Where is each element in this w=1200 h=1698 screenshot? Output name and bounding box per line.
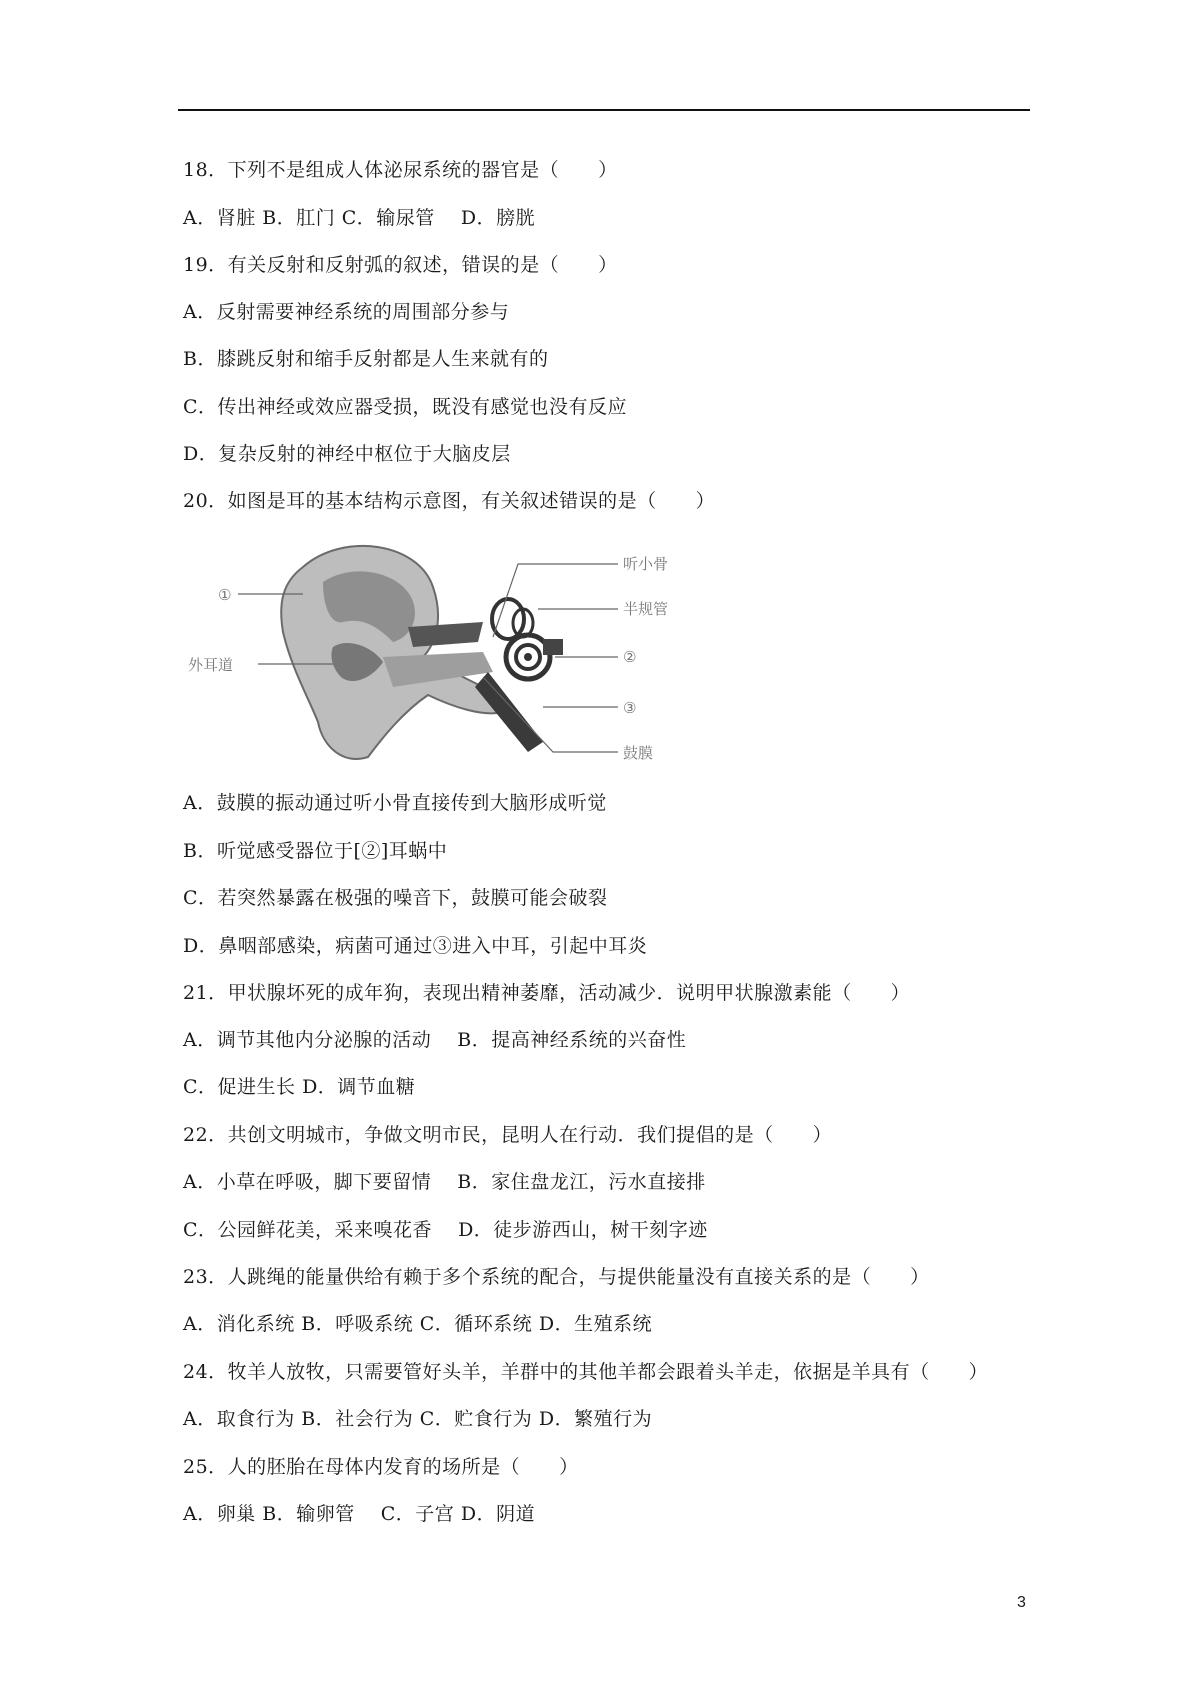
question-19-stem: 19．有关反射和反射弧的叙述，错误的是（ ） bbox=[183, 254, 618, 276]
question-21-options-ab: A．调节其他内分泌腺的活动 B．提高神经系统的兴奋性 bbox=[183, 1029, 687, 1051]
label-circle-2: ② bbox=[623, 648, 637, 666]
question-19-option-d: D．复杂反射的神经中枢位于大脑皮层 bbox=[183, 443, 511, 465]
question-18-stem: 18．下列不是组成人体泌尿系统的器官是（ ） bbox=[183, 159, 618, 181]
label-circle-3: ③ bbox=[623, 699, 637, 717]
question-20-stem: 20．如图是耳的基本结构示意图，有关叙述错误的是（ ） bbox=[183, 490, 716, 512]
question-20-option-c: C．若突然暴露在极强的噪音下，鼓膜可能会破裂 bbox=[183, 887, 608, 909]
question-19-option-b: B．膝跳反射和缩手反射都是人生来就有的 bbox=[183, 348, 549, 370]
label-circle-1: ① bbox=[218, 586, 232, 604]
question-20-option-d: D．鼻咽部感染，病菌可通过③进入中耳，引起中耳炎 bbox=[183, 935, 648, 957]
question-25-options: A．卵巢 B．输卵管 C．子宫 D．阴道 bbox=[183, 1503, 536, 1525]
question-20-option-b: B．听觉感受器位于[②]耳蜗中 bbox=[183, 840, 448, 862]
question-24-options: A．取食行为 B．社会行为 C．贮食行为 D．繁殖行为 bbox=[183, 1408, 653, 1430]
question-19-option-a: A．反射需要神经系统的周围部分参与 bbox=[183, 301, 510, 323]
label-eardrum: 鼓膜 bbox=[623, 744, 654, 762]
question-24-stem: 24．牧羊人放牧，只需要管好头羊，羊群中的其他羊都会跟着头羊走，依据是羊具有（ ） bbox=[183, 1361, 989, 1383]
question-21-options-cd: C．促进生长 D．调节血糖 bbox=[183, 1076, 416, 1098]
label-semicircular-canals: 半规管 bbox=[623, 600, 669, 618]
label-ossicles: 听小骨 bbox=[623, 555, 669, 573]
question-23-options: A．消化系统 B．呼吸系统 C．循环系统 D．生殖系统 bbox=[183, 1313, 653, 1335]
question-21-stem: 21．甲状腺坏死的成年狗，表现出精神萎靡，活动减少．说明甲状腺激素能（ ） bbox=[183, 982, 911, 1004]
question-22-stem: 22．共创文明城市，争做文明市民，昆明人在行动．我们提倡的是（ ） bbox=[183, 1124, 833, 1146]
question-18-options: A．肾脏 B．肛门 C．输尿管 D．膀胱 bbox=[183, 207, 536, 229]
question-25-stem: 25．人的胚胎在母体内发育的场所是（ ） bbox=[183, 1456, 579, 1478]
page-number: 3 bbox=[1017, 1594, 1026, 1611]
question-19-option-c: C．传出神经或效应器受损，既没有感觉也没有反应 bbox=[183, 396, 628, 418]
question-22-options-ab: A．小草在呼吸，脚下要留情 B．家住盘龙江，污水直接排 bbox=[183, 1171, 706, 1193]
header-rule bbox=[178, 109, 1030, 111]
label-outer-ear-canal: 外耳道 bbox=[188, 656, 234, 674]
question-22-options-cd: C．公园鲜花美，采来嗅花香 D．徒步游西山，树干刻字迹 bbox=[183, 1219, 708, 1241]
question-23-stem: 23．人跳绳的能量供给有赖于多个系统的配合，与提供能量没有直接关系的是（ ） bbox=[183, 1266, 930, 1288]
ear-structure-figure bbox=[183, 537, 719, 767]
question-20-option-a: A．鼓膜的振动通过听小骨直接传到大脑形成听觉 bbox=[183, 792, 607, 814]
